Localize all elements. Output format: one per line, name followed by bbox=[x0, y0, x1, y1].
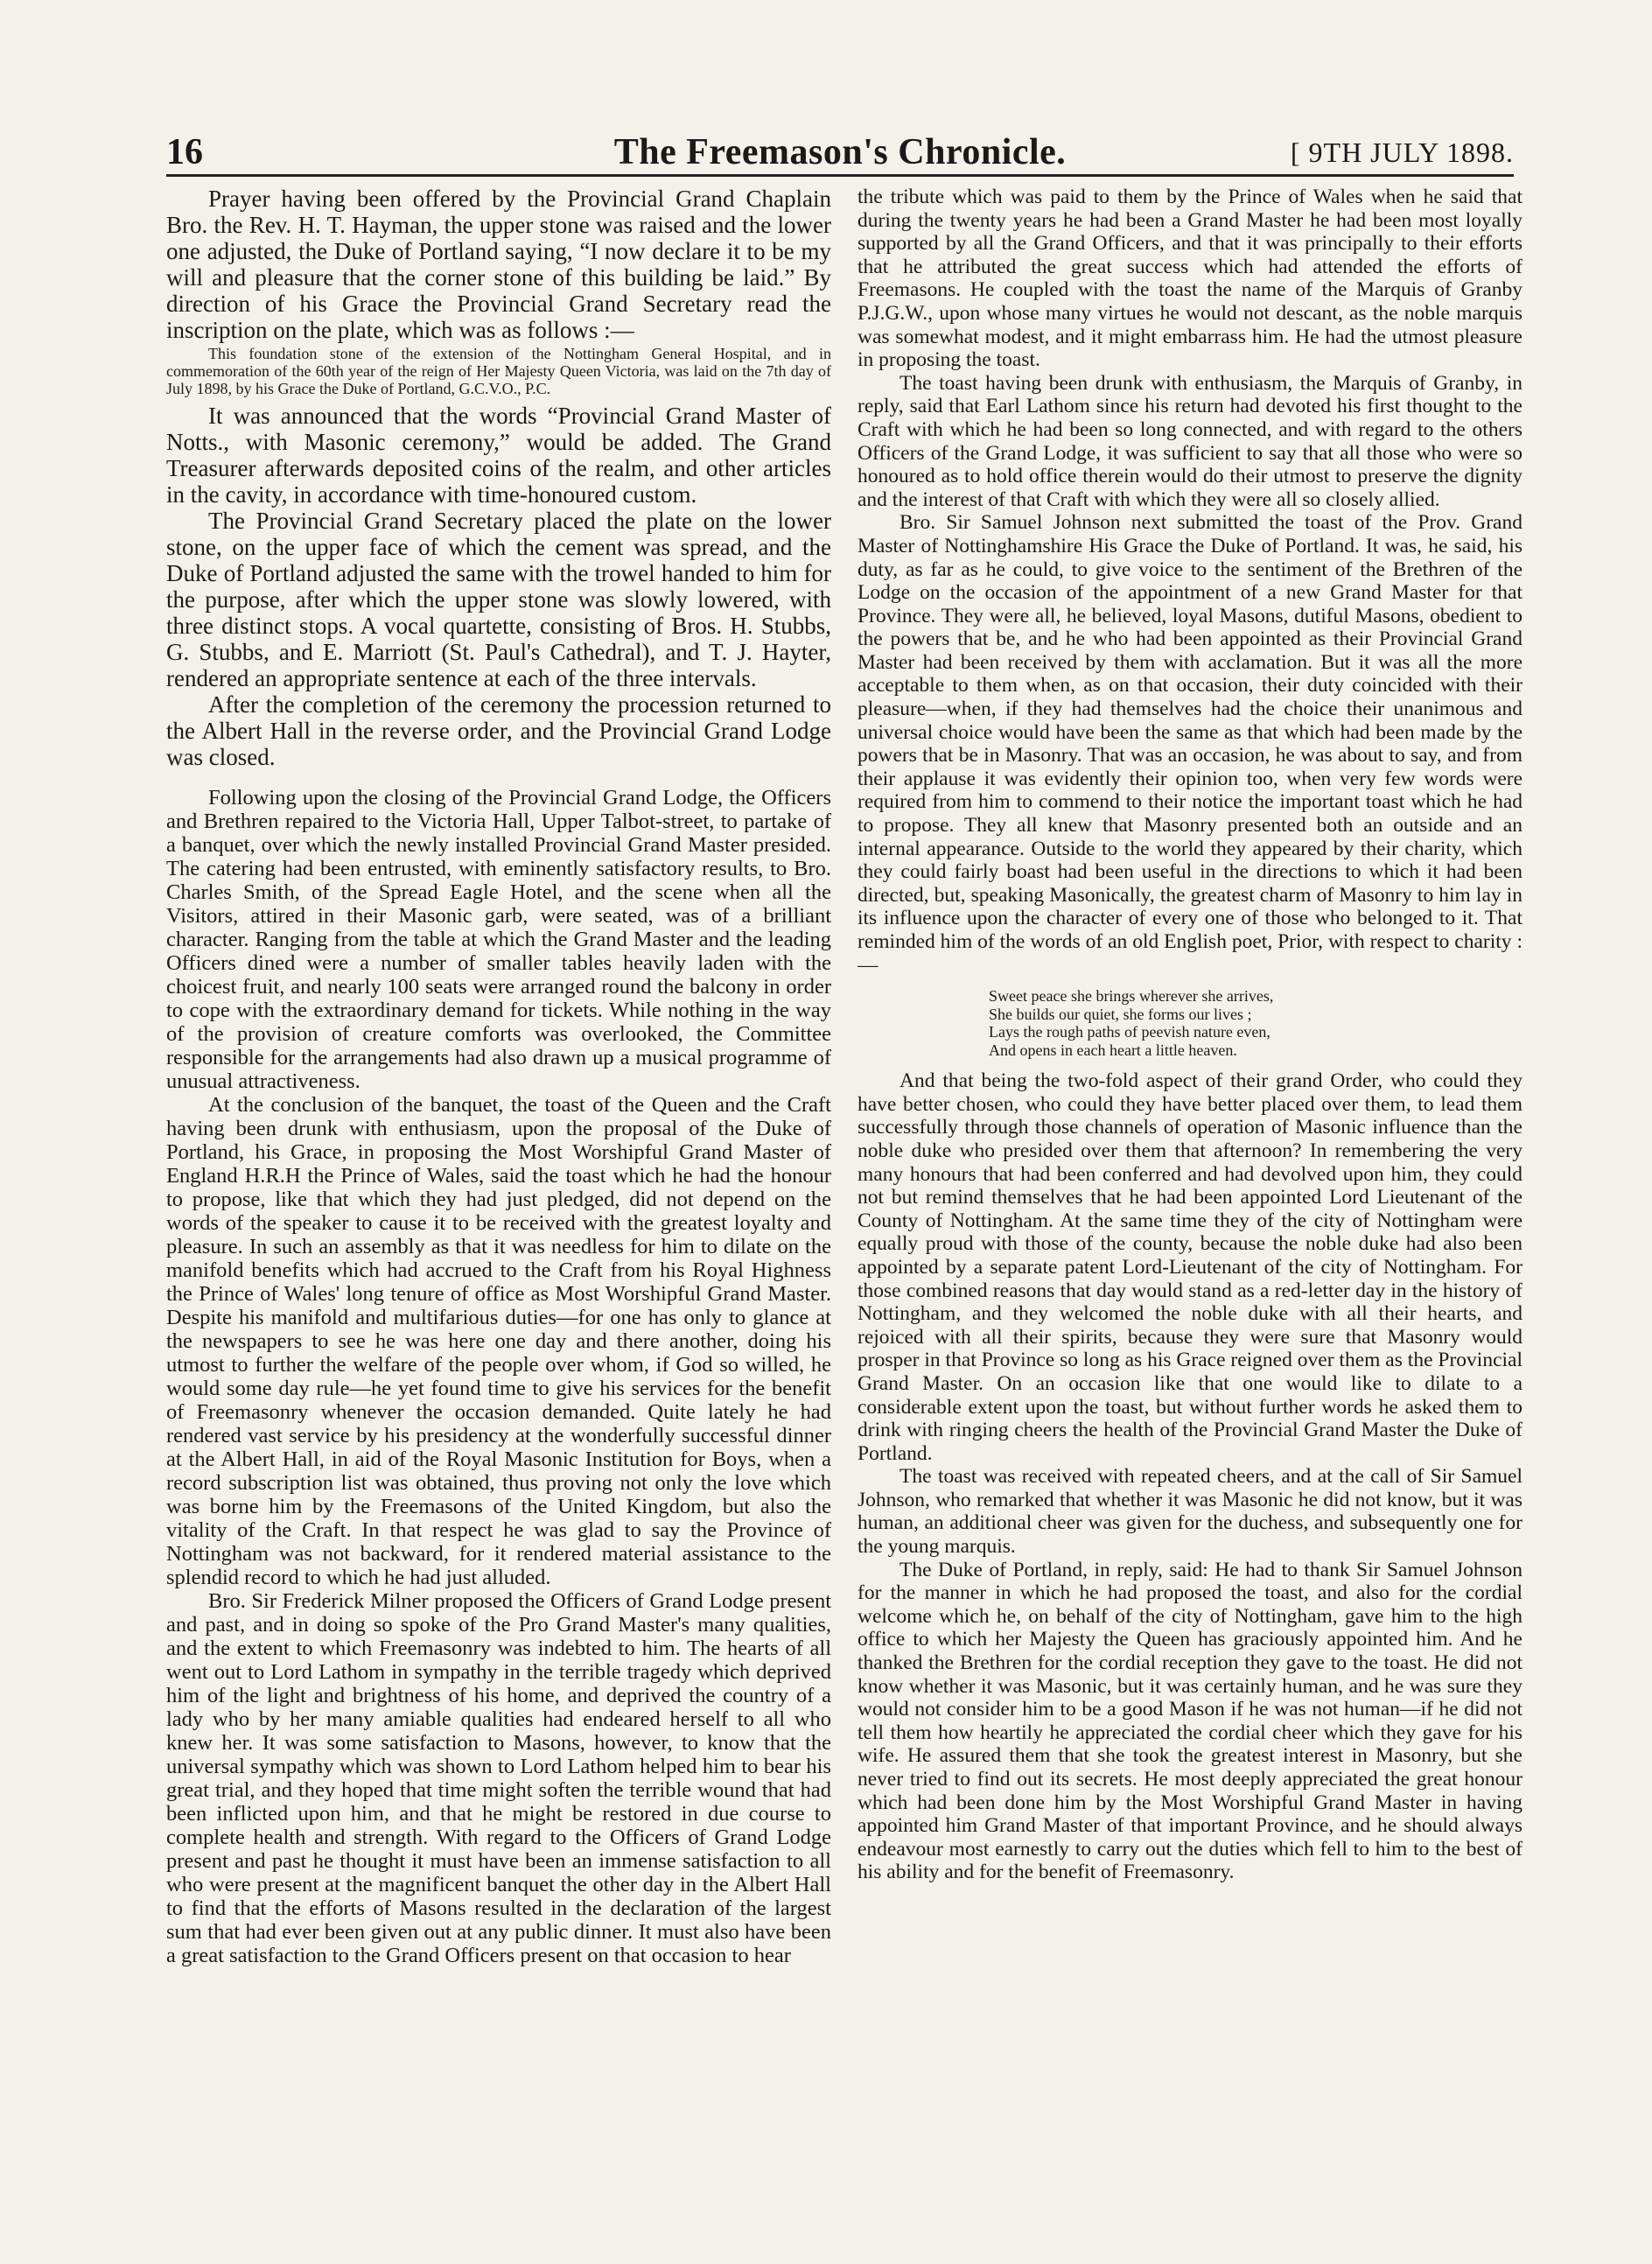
article-paragraph: The Duke of Portland, in reply, said: He had to thank Sir Samuel Johnson for the manner in which he had proposed the toast, and also for the cordial welcome which he, on behalf of the city of Nottingham, gave him to the high office to which her Majesty the Queen has graciously appointed him. And he thanked the Brethren for the cordial reception they gave to the toast. He did not know whether it was Masonic, but it was certainly human, and he was sure they would not consider him to be a good Mason if he was not human—if he did not tell them how heartily he appreciated the cordial cheer which they gave for his wife. He assured them that she took the greatest interest in Masonry, but she never tried to find out its secrets. He most deeply appreciated the great honour which had been done him by the Most Worshipful Grand Master in having appointed him Grand Master of that important Province, and he should always endeavour most earnestly to carry out the duties which fell to him to the best of his ability and for the benefit of Freemasonry. bbox=[858, 1558, 1522, 1884]
poem-line: Lays the rough paths of peevish nature even, bbox=[989, 1023, 1270, 1041]
poem-line: And opens in each heart a little heaven. bbox=[989, 1041, 1237, 1059]
poem-line: Sweet peace she brings wherever she arrives, bbox=[989, 987, 1274, 1006]
article-paragraph: The Provincial Grand Secretary placed the plate on the lower stone, on the upper face of which the cement was spread, and the Duke of Portland adjusted the same with the trowel handed to him for the purpose, after which the upper stone was slowly lowered, with three distinct stops. A vocal quartette, consisting of Bros. H. Stubbs, G. Stubbs, and E. Marriott (St. Paul's Cathedral), and T. J. Hayter, rendered an appropriate sentence at each of the three intervals. bbox=[166, 508, 831, 691]
article-paragraph: Bro. Sir Samuel Johnson next submitted the toast of the Prov. Grand Master of Nottinghamshire His Grace the Duke of Portland. It was, he said, his duty, as far as he could, to give voice to the sentiment of the Brethren of the Lodge on the occasion of the appointment of a new Grand Master for that Province. They were all, he believed, loyal Masons, dutiful Masons, obedient to the powers that be, and he who had been appointed as their Provincial Grand Master had been received by them with acclamation. But it was all the more acceptable to them when, as on that occasion, their duty coincided with their pleasure—when, if they had themselves had the choice their unanimous and universal choice would have been the same as that which had been made by the powers that be in Masonry. That was an occasion, he was about to say, and from their applause it was evidently their opinion too, when very few words were required from him to commend to their notice the important toast which he had to propose. They all knew that Masonry presented both an outside and an internal appearance. Outside to the world they appeared by their charity, which they could fairly boast had been useful in the directions to which it had been directed, but, speaking Masonically, the greatest charm of Masonry to him lay in its influence upon the character of every one of those who belonged to it. That reminded him of the words of an old English poet, Prior, with respect to charity :— bbox=[858, 511, 1522, 977]
inscription-text: This foundation stone of the extension of the Nottingham General Hospital, and in commemoration of the 60th year of the reign of Her Majesty Queen Victoria, was laid on the 7th day of July 1898, by his Grace the Duke of Portland, G.C.V.O., P.C. bbox=[166, 345, 831, 397]
article-paragraph: At the conclusion of the banquet, the toast of the Queen and the Craft having been drunk with enthusiasm, upon the proposal of the Duke of Portland, his Grace, in proposing the Most Worshipful Grand Master of England H.R.H the Prince of Wales, said the toast which he had the honour to propose, like that which they had just pledged, did not depend on the words of the speaker to cause it to be received with the greatest loyalty and pleasure. In such an assembly as that it was needless for him to dilate on the manifold benefits which had accrued to the Craft from his Royal Highness the Prince of Wales' long tenure of office as Most Worshipful Grand Master. Despite his manifold and multifarious duties—for one has only to glance at the newspapers to see he was here one day and there another, doing his utmost to further the welfare of the people over whom, if God so willed, he would some day rule—he yet found time to give his services for the benefit of Freemasonry whenever the occasion demanded. Quite lately he had rendered vast service by his presidency at the wonderfully successful dinner at the Albert Hall, in aid of the Royal Masonic Institution for Boys, when a record subscription list was obtained, thus proving not only the love which was borne him by the Freemasons of the United Kingdom, but also the vitality of the Craft. In that respect he was glad to say the Province of Nottingham was not backward, for it rendered material assistance to the splendid record to which he had just alluded. bbox=[166, 1093, 831, 1589]
article-paragraph: Bro. Sir Frederick Milner proposed the Officers of Grand Lodge present and past, and in doing so spoke of the Pro Grand Master's many qualities, and the extent to which Freemasonry was indebted to him. The hearts of all went out to Lord Lathom in sympathy in the terrible tragedy which deprived him of the light and brightness of his home, and deprived the country of a lady who by her many amiable qualities had endeared herself to all who knew her. It was some satisfaction to Masons, however, to know that the universal sympathy which was shown to Lord Lathom helped him to bear his great trial, and they hoped that time might soften the terrible wound that had been inflicted upon him, and that he might be restored in due course to complete health and strength. With regard to the Officers of Grand Lodge present and past he thought it must have been an immense satisfaction to all who were present at the magnificent banquet the other day in the Albert Hall to find that the efforts of Masons resulted in the declaration of the largest sum that had ever been given out at any public dinner. It must also have been a great satisfaction to the Grand Officers present on that occasion to hear bbox=[166, 1589, 831, 1967]
poem-line: She builds our quiet, she forms our lives ; bbox=[989, 1005, 1252, 1023]
article-paragraph: Prayer having been offered by the Provincial Grand Chaplain Bro. the Rev. H. T. Hayman, the upper stone was raised and the lower one adjusted, the Duke of Portland saying, “I now declare it to be my will and pleasure that the corner stone of this building be laid.” By direction of his Grace the Provincial Grand Secretary read the inscription on the plate, which was as follows :— bbox=[166, 186, 831, 343]
header-rule bbox=[166, 174, 1514, 177]
article-paragraph: And that being the two-fold aspect of their grand Order, who could they have better chosen, who could they have better placed over them, to lead them successfully through those channels of operation of Masonic influence than the noble duke who presided over them that afternoon? In remembering the very many honours that had been conferred and had devolved upon him, they could not but remind themselves that he had been appointed Lord Lieutenant of the County of Nottingham. At the same time they of the city of Nottingham were equally proud with those of the county, because the noble duke had also been appointed by a separate patent Lord-Lieutenant of the city of Nottingham. For those combined reasons that day would stand as a red-letter day in the history of Nottingham, and they welcomed the noble duke with all their hearts, and rejoiced with all their spirits, because they were sure that Masonry would prosper in that Province so long as his Grace reigned over them as the Provincial Grand Master. On an occasion like that one would like to dilate to a considerable extent upon the toast, but without further words he asked them to drink with ringing cheers the health of the Provincial Grand Master the Duke of Portland. bbox=[858, 1069, 1522, 1465]
page-header bbox=[166, 131, 1514, 172]
right-column bbox=[858, 186, 1522, 2146]
article-paragraph: After the completion of the ceremony the procession returned to the Albert Hall in the reverse order, and the Provincial Grand Lodge was closed. bbox=[166, 691, 831, 770]
page-number: 16 bbox=[166, 132, 203, 172]
poem-quote bbox=[989, 987, 1522, 1059]
issue-date: [ 9TH JULY 1898. bbox=[1290, 137, 1514, 168]
article-paragraph: The toast was received with repeated cheers, and at the call of Sir Samuel Johnson, who remarked that whether it was Masonic he did not know, but it was human, an additional cheer was given for the duchess, and subsequently one for the young marquis. bbox=[858, 1465, 1522, 1559]
article-paragraph: The toast having been drunk with enthusiasm, the Marquis of Granby, in reply, said that Earl Lathom since his return had devoted his first thought to the Craft with which he had been so long connected, and with regard to the others Officers of the Grand Lodge, it was sufficient to say that all those who were so honoured as to hold office therein would do their utmost to preserve the dignity and the interest of that Craft with which they were all so closely allied. bbox=[858, 371, 1522, 511]
article-paragraph: Following upon the closing of the Provincial Grand Lodge, the Officers and Brethren repaired to the Victoria Hall, Upper Talbot-street, to partake of a banquet, over which the newly installed Provincial Grand Master presided. The catering had been entrusted, with eminently satisfactory results, to Bro. Charles Smith, of the Spread Eagle Hotel, and the scene when all the Visitors, attired in their Masonic garb, were seated, was of a brilliant character. Ranging from the table at which the Grand Master and the leading Officers dined were a number of smaller tables heavily laden with the choicest fruit, and nearly 100 seats were arranged round the balcony in order to cope with the extraordinary demand for tickets. While nothing in the way of the provision of creature comforts was overlooked, the Committee responsible for the arrangements had also drawn up a musical programme of unusual attractiveness. bbox=[166, 786, 831, 1093]
article-paragraph: It was announced that the words “Provincial Grand Master of Notts., with Masonic ceremony,” would be added. The Grand Treasurer afterwards deposited coins of the realm, and other articles in the cavity, in accordance with time-honoured custom. bbox=[166, 403, 831, 508]
masthead-title: The Freemason's Chronicle. bbox=[613, 132, 1067, 172]
article-paragraph: the tribute which was paid to them by the Prince of Wales when he said that during the twenty years he had been a Grand Master he had been most loyally supported by all the Grand Officers, and that it was principally to their efforts that he attributed the great success which had attended the efforts of Freemasons. He coupled with the toast the name of the Marquis of Granby P.J.G.W., upon whose many virtues he would not descant, as the noble marquis was somewhat modest, and it might embarrass him. He had the utmost pleasure in proposing the toast. bbox=[858, 186, 1522, 372]
left-column bbox=[166, 186, 831, 2146]
